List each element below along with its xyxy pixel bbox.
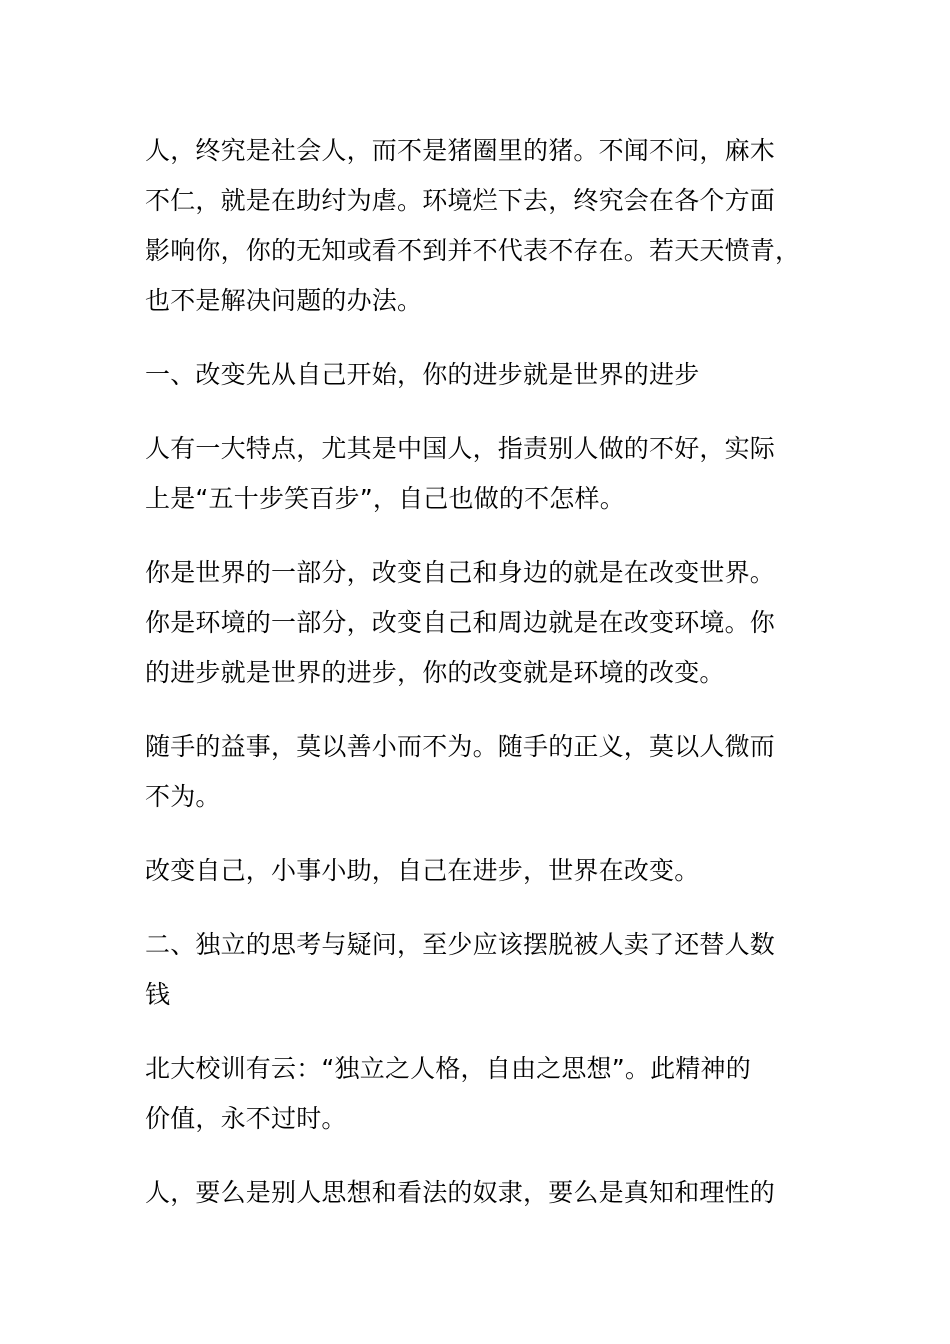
section-heading-1 xyxy=(145,350,805,400)
text-line: 人，要么是别人思想和看法的奴隶，要么是真知和理性的 xyxy=(145,1178,776,1207)
text-line: 你是环境的一部分，改变自己和周边就是在改变环境。你 xyxy=(145,608,776,637)
text-line: 不为。 xyxy=(145,782,221,811)
heading-line: 二、独立的思考与疑问，至少应该摆脱被人卖了还替人数 xyxy=(145,930,776,959)
text-line: 不仁，就是在助纣为虐。环境烂下去，终究会在各个方面 xyxy=(145,186,776,215)
paragraph-3 xyxy=(145,548,805,698)
text-line: 上是“五十步笑百步”，自己也做的不怎样。 xyxy=(145,484,625,513)
section-heading-2 xyxy=(145,920,805,1020)
paragraph-6 xyxy=(145,1044,805,1144)
paragraph-7 xyxy=(145,1168,805,1218)
text-line: 北大校训有云：“独立之人格，自由之思想”。此精神的 xyxy=(145,1054,751,1083)
text-line: 改变自己，小事小助，自己在进步，世界在改变。 xyxy=(145,856,700,885)
text-line: 也不是解决问题的办法。 xyxy=(145,286,423,315)
heading-line: 钱 xyxy=(145,980,171,1009)
heading-line: 一、改变先从自己开始，你的进步就是世界的进步 xyxy=(145,360,700,389)
text-line: 人有一大特点，尤其是中国人，指责别人做的不好，实际 xyxy=(145,434,776,463)
paragraph-4 xyxy=(145,722,805,822)
text-line: 你是世界的一部分，改变自己和身边的就是在改变世界。 xyxy=(145,558,776,587)
text-line: 随手的益事，莫以善小而不为。随手的正义，莫以人微而 xyxy=(145,732,776,761)
paragraph-5 xyxy=(145,846,805,896)
document-body xyxy=(145,126,805,1242)
text-line: 的进步就是世界的进步，你的改变就是环境的改变。 xyxy=(145,658,725,687)
paragraph-1 xyxy=(145,126,805,326)
text-line: 价值，永不过时。 xyxy=(145,1104,347,1133)
paragraph-2 xyxy=(145,424,805,524)
text-line: 影响你，你的无知或看不到并不代表不存在。若天天愤青， xyxy=(145,236,801,265)
text-line: 人，终究是社会人，而不是猪圈里的猪。不闻不问，麻木 xyxy=(145,136,776,165)
